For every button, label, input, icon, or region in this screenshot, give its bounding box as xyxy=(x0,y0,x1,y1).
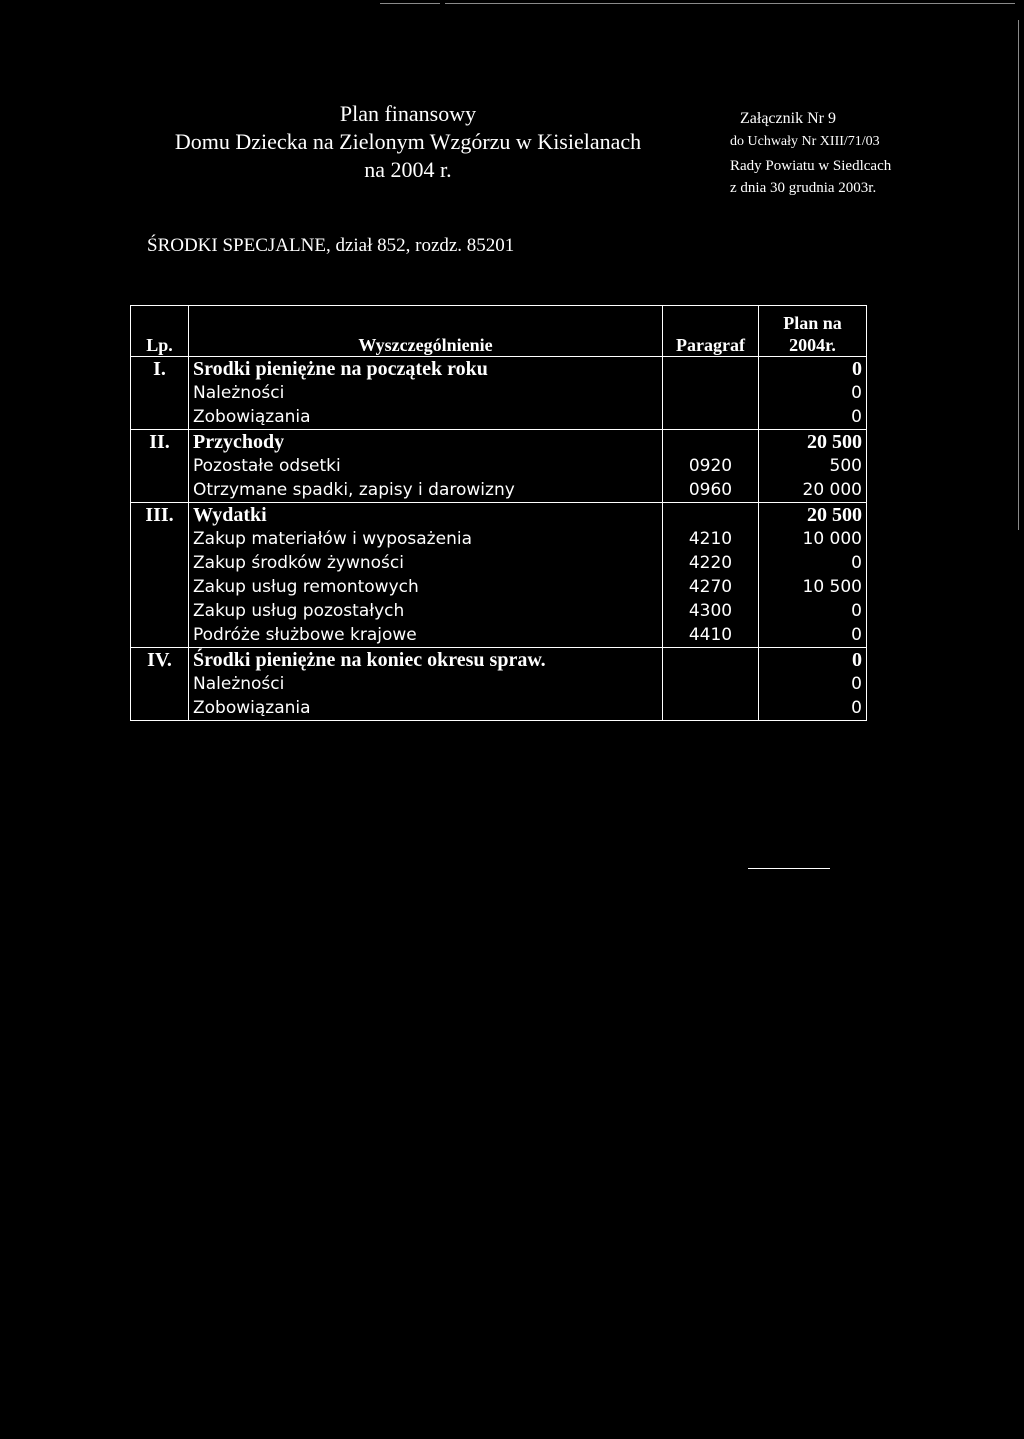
cell-plan-value: 10 000 xyxy=(759,527,867,551)
header-plan-line-1: Plan na xyxy=(783,313,842,333)
cell-plan-value: 0 xyxy=(759,696,867,721)
header-lp: Lp. xyxy=(131,306,189,357)
table-row xyxy=(131,599,867,623)
table-row xyxy=(131,454,867,478)
cell-paragraph: 4210 xyxy=(663,527,759,551)
cell-paragraph xyxy=(663,381,759,405)
cell-description: Środki pieniężne na koniec okresu spraw. xyxy=(189,648,663,673)
table-row xyxy=(131,478,867,503)
financial-plan-table xyxy=(130,305,867,721)
cell-paragraph xyxy=(663,357,759,382)
cell-paragraph xyxy=(663,430,759,455)
table-row xyxy=(131,381,867,405)
table-body xyxy=(131,357,867,721)
cell-lp xyxy=(131,599,189,623)
table-row xyxy=(131,696,867,721)
cell-description: Zobowiązania xyxy=(189,405,663,430)
cell-lp xyxy=(131,672,189,696)
cell-description: Zakup usług pozostałych xyxy=(189,599,663,623)
cell-paragraph xyxy=(663,405,759,430)
cell-description: Zakup materiałów i wyposażenia xyxy=(189,527,663,551)
cell-lp xyxy=(131,478,189,503)
cell-paragraph: 0960 xyxy=(663,478,759,503)
table-row xyxy=(131,575,867,599)
cell-plan-value: 0 xyxy=(759,405,867,430)
cell-plan-value: 20 500 xyxy=(759,503,867,528)
cell-description: Należności xyxy=(189,672,663,696)
cell-plan-value: 20 000 xyxy=(759,478,867,503)
cell-lp xyxy=(131,623,189,648)
cell-description: Pozostałe odsetki xyxy=(189,454,663,478)
cell-lp xyxy=(131,405,189,430)
cell-paragraph xyxy=(663,648,759,673)
cell-lp xyxy=(131,551,189,575)
cell-paragraph: 4220 xyxy=(663,551,759,575)
cell-lp xyxy=(131,696,189,721)
cell-paragraph xyxy=(663,672,759,696)
cell-lp xyxy=(131,527,189,551)
header-paragraph: Paragraf xyxy=(663,306,759,357)
cell-lp: III. xyxy=(131,503,189,528)
cell-description: Należności xyxy=(189,381,663,405)
scan-artifact-line xyxy=(380,3,440,4)
document-title xyxy=(143,100,673,184)
cell-paragraph: 4410 xyxy=(663,623,759,648)
cell-lp xyxy=(131,454,189,478)
table-row xyxy=(131,527,867,551)
cell-plan-value: 20 500 xyxy=(759,430,867,455)
cell-plan-value: 0 xyxy=(759,599,867,623)
cell-plan-value: 0 xyxy=(759,381,867,405)
cell-lp: IV. xyxy=(131,648,189,673)
header-description: Wyszczególnienie xyxy=(189,306,663,357)
cell-paragraph: 0920 xyxy=(663,454,759,478)
scan-artifact-line xyxy=(445,3,1015,4)
cell-plan-value: 0 xyxy=(759,357,867,382)
scan-artifact-edge xyxy=(1018,20,1019,530)
table-header-row xyxy=(131,306,867,357)
cell-paragraph xyxy=(663,503,759,528)
section-row xyxy=(131,503,867,528)
section-row xyxy=(131,430,867,455)
cell-description: Podróże służbowe krajowe xyxy=(189,623,663,648)
cell-description: Zobowiązania xyxy=(189,696,663,721)
table-row xyxy=(131,672,867,696)
cell-paragraph: 4300 xyxy=(663,599,759,623)
header-plan xyxy=(759,306,867,357)
section-label: ŚRODKI SPECJALNE, dział 852, rozdz. 85201 xyxy=(147,235,515,256)
table-row xyxy=(131,405,867,430)
cell-plan-value: 10 500 xyxy=(759,575,867,599)
scan-artifact-dash xyxy=(748,868,830,869)
title-line-2: Domu Dziecka na Zielonym Wzgórzu w Kisielanach xyxy=(174,129,642,154)
cell-paragraph: 4270 xyxy=(663,575,759,599)
header-plan-line-2: 2004r. xyxy=(789,335,836,355)
annex-note xyxy=(730,108,970,198)
cell-lp xyxy=(131,575,189,599)
section-row xyxy=(131,357,867,382)
section-row xyxy=(131,648,867,673)
cell-plan-value: 0 xyxy=(759,551,867,575)
annex-line-4: z dnia 30 grudnia 2003r. xyxy=(730,180,877,196)
cell-description: Srodki pieniężne na początek roku xyxy=(189,357,663,382)
cell-description: Zakup usług remontowych xyxy=(189,575,663,599)
cell-paragraph xyxy=(663,696,759,721)
annex-line-3: Rady Powiatu w Siedlcach xyxy=(730,158,892,174)
cell-plan-value: 0 xyxy=(759,648,867,673)
cell-description: Otrzymane spadki, zapisy i darowizny xyxy=(189,478,663,503)
cell-plan-value: 0 xyxy=(759,672,867,696)
cell-description: Przychody xyxy=(189,430,663,455)
title-line-3: na 2004 r. xyxy=(364,157,452,182)
cell-description: Wydatki xyxy=(189,503,663,528)
cell-lp: I. xyxy=(131,357,189,382)
cell-lp xyxy=(131,381,189,405)
cell-description: Zakup środków żywności xyxy=(189,551,663,575)
title-line-1: Plan finansowy xyxy=(339,101,477,126)
table-row xyxy=(131,623,867,648)
cell-plan-value: 0 xyxy=(759,623,867,648)
annex-line-1: Załącznik Nr 9 xyxy=(740,110,836,127)
annex-line-2: do Uchwały Nr XIII/71/03 xyxy=(730,134,880,149)
table-row xyxy=(131,551,867,575)
cell-lp: II. xyxy=(131,430,189,455)
cell-plan-value: 500 xyxy=(759,454,867,478)
